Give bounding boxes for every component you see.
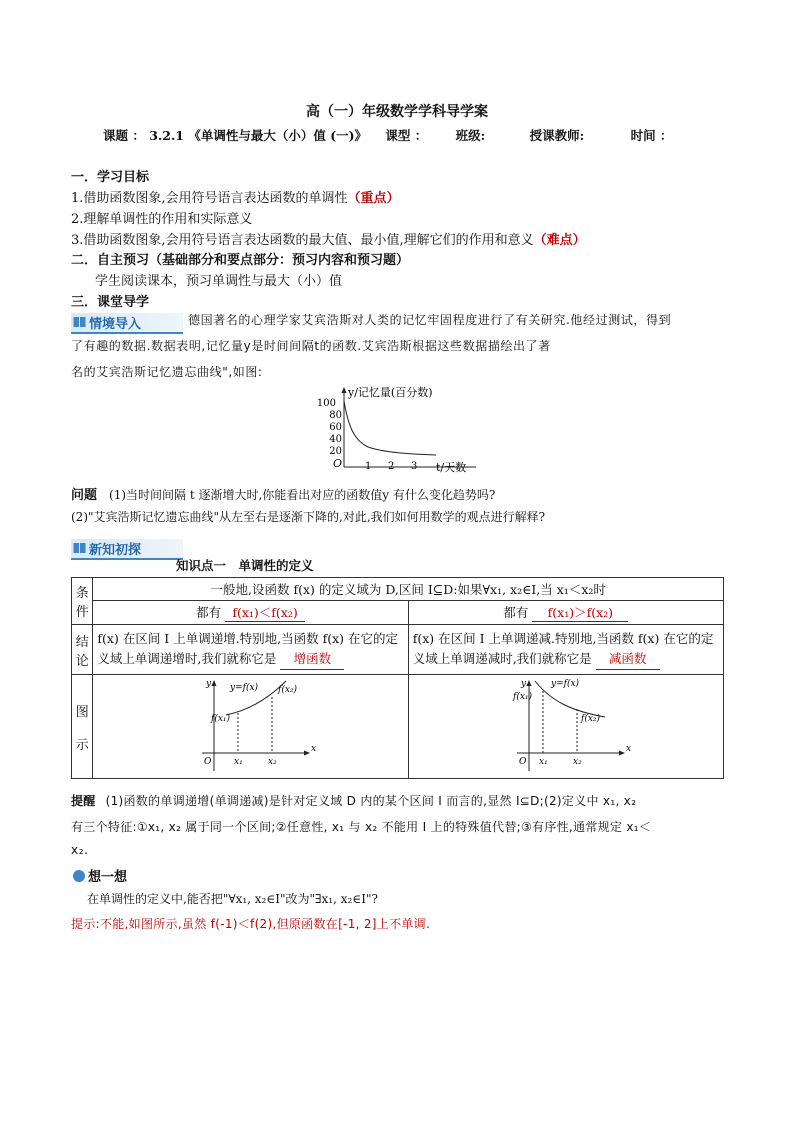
function-label: y=f(x) bbox=[229, 683, 258, 693]
y-label: y bbox=[205, 679, 211, 689]
intro-line-3: 名的艾宾浩斯记忆遗忘曲线",如图: bbox=[71, 365, 263, 379]
increasing-condition bbox=[93, 601, 408, 625]
think-heading-label: 想一想 bbox=[88, 870, 128, 885]
reminder-line-2: 有三个特征:①x₁, x₂ 属于同一个区间;②任意性, x₁ 与 x₂ 不能用 I 上的特殊值代替;③有序性,通常规定 x₁＜ bbox=[71, 820, 652, 834]
origin-label: O bbox=[518, 757, 527, 767]
origin-label: O bbox=[333, 457, 343, 470]
fx2-label: f(x₂) bbox=[277, 685, 297, 695]
x-axis-label: t/天数 bbox=[436, 461, 467, 474]
monotonicity-definition-table bbox=[71, 577, 724, 779]
x-axis-arrow bbox=[619, 751, 625, 756]
decreasing-function-graph bbox=[501, 675, 631, 775]
x1-label: x₁ bbox=[233, 757, 243, 767]
y-tick: 80 bbox=[329, 410, 342, 421]
y-axis-arrow bbox=[526, 680, 531, 686]
knowledge-point-title: 知识点一 单调性的定义 bbox=[176, 558, 314, 573]
reminder-line-3: x₂. bbox=[71, 843, 89, 857]
decreasing-conclusion bbox=[408, 625, 723, 675]
topic: 课题 ： 3.2.1 《单调性与最大（小）值 (一)》 bbox=[103, 128, 368, 143]
y-axis-arrow bbox=[211, 680, 216, 686]
reminder-line-1 bbox=[71, 792, 636, 809]
x-label: x bbox=[625, 744, 631, 754]
increasing-function-graph bbox=[186, 675, 316, 775]
section1-heading: 一．学习目标 bbox=[71, 170, 150, 185]
forgetting-curve-chart bbox=[316, 383, 486, 475]
think-question: 在单调性的定义中,能否把"∀x₁, x₂∈I"改为"∃x₁, x₂∈I"? bbox=[87, 892, 378, 906]
x-tick: 2 bbox=[388, 461, 395, 472]
fx2-label: f(x₂) bbox=[580, 714, 600, 724]
x-axis-arrow bbox=[304, 751, 310, 756]
x2-label: x₂ bbox=[572, 757, 582, 767]
intro-line-1: 德国著名的心理学家艾宾浩斯对人类的记忆牢固程度进行了有关研究.他经过测试，得到 bbox=[188, 313, 672, 327]
y-tick: 100 bbox=[316, 398, 336, 409]
increasing-function-answer: 增函数 bbox=[280, 649, 344, 670]
intro-line-2: 了有趣的数据.数据表明,记忆量y是时间间隔t的函数.艾宾浩斯根据这些数据描绘出了著 bbox=[71, 339, 551, 353]
time-field: 时间 ： bbox=[630, 128, 673, 143]
question-label: 问题 bbox=[71, 488, 98, 503]
figure-label-char: 示 bbox=[75, 737, 89, 753]
goal-2: 2.理解单调性的作用和实际意义 bbox=[71, 212, 253, 227]
condition-label-char: 条 bbox=[75, 586, 89, 601]
increasing-conclusion-text: f(x) 在区间 I 上单调递增.特别地,当函数 f(x) 在它的定义域上单调递增时,我们就称它是 bbox=[97, 631, 399, 666]
situation-badge-label: 情境导入 bbox=[89, 317, 142, 332]
all-have-label: 都有 bbox=[196, 605, 222, 620]
increasing-inequality: f(x₁)＜f(x₂) bbox=[225, 603, 305, 622]
goal-1-text: 1.借助函数图象,会用符号语言表达函数的单调性 bbox=[71, 191, 348, 206]
header-info bbox=[103, 126, 686, 144]
lesson-type: 课型 ： bbox=[385, 128, 428, 143]
origin-label: O bbox=[203, 757, 211, 767]
section3-heading: 三．课堂导学 bbox=[71, 295, 150, 310]
teacher-field: 授课教师: bbox=[529, 128, 585, 143]
y-tick: 20 bbox=[329, 446, 342, 457]
class-field: 班级: bbox=[455, 128, 486, 143]
section2-heading: 二．自主预习（基础部分和要点部分：预习内容和预习题） bbox=[71, 253, 410, 268]
goal-3-text: 3.借助函数图象,会用符号语言表达函数的最大值、最小值,理解它们的作用和意义 bbox=[71, 233, 534, 248]
book-icon bbox=[73, 316, 86, 328]
goal-3 bbox=[71, 229, 586, 248]
x-label: x bbox=[310, 744, 316, 754]
question-1 bbox=[71, 484, 495, 503]
conclusion-label-char: 结 bbox=[75, 634, 89, 650]
condition-text: 一般地,设函数 f(x) 的定义域为 D,区间 I⊆D:如果∀x₁, x₂∈I,当 x₁＜x₂时 bbox=[93, 578, 724, 601]
x-tick: 3 bbox=[411, 461, 418, 472]
think-hint: 提示:不能,如图所示,虽然 f(-1)＜f(2),但原函数在[-1, 2]上不单调. bbox=[71, 917, 431, 931]
condition-label bbox=[72, 578, 93, 625]
situation-badge bbox=[71, 313, 183, 334]
y-axis-label: y/记忆量(百分数) bbox=[348, 386, 433, 399]
y-label: y bbox=[520, 679, 526, 689]
figure-label-char: 图 bbox=[75, 704, 89, 720]
thinking-icon bbox=[73, 870, 85, 882]
fx1-label: f(x₁) bbox=[210, 714, 230, 724]
x1-label: x₁ bbox=[538, 757, 548, 767]
think-heading bbox=[73, 866, 127, 885]
condition-label-char: 件 bbox=[75, 605, 89, 620]
function-label: y=f(x) bbox=[550, 679, 579, 689]
y-tick: 60 bbox=[329, 422, 342, 433]
increasing-conclusion bbox=[93, 625, 408, 675]
x2-label: x₂ bbox=[267, 757, 277, 767]
y-tick: 40 bbox=[329, 434, 342, 445]
goal-1 bbox=[71, 187, 400, 206]
section2-text: 学生阅读课本，预习单调性与最大（小）值 bbox=[95, 274, 343, 289]
figure-label bbox=[72, 675, 93, 779]
book-icon bbox=[73, 542, 86, 554]
new-knowledge-badge-label: 新知初探 bbox=[89, 543, 142, 558]
reminder-line-1-text: (1)函数的单调递增(单调递减)是针对定义域 D 内的某个区间 I 而言的,显然 I⊆D;(2)定义中 x₁, x₂ bbox=[105, 794, 637, 808]
forgetting-curve bbox=[344, 401, 436, 455]
reminder-label: 提醒 bbox=[71, 794, 96, 808]
difficult-point-tag: （难点） bbox=[533, 233, 586, 248]
conclusion-label bbox=[72, 625, 93, 675]
key-point-tag: （重点） bbox=[347, 191, 400, 206]
decreasing-figure-cell bbox=[408, 675, 723, 779]
conclusion-label-char: 论 bbox=[75, 653, 89, 669]
y-axis-arrow bbox=[342, 387, 347, 393]
question-1-text: (1)当时间间隔 t 逐渐增大时,你能看出对应的函数值y 有什么变化趋势吗? bbox=[109, 488, 496, 502]
page-title: 高（一）年级数学学科导学案 bbox=[306, 104, 488, 120]
all-have-label: 都有 bbox=[503, 605, 529, 620]
fx1-label: f(x₁) bbox=[512, 692, 532, 702]
new-knowledge-badge bbox=[71, 539, 183, 560]
x-tick: 1 bbox=[365, 461, 372, 472]
decreasing-function-answer: 减函数 bbox=[596, 649, 660, 670]
increasing-figure-cell bbox=[93, 675, 408, 779]
decreasing-condition bbox=[408, 601, 723, 625]
decreasing-inequality: f(x₁)＞f(x₂) bbox=[532, 603, 628, 622]
question-2: (2)"艾宾浩斯记忆遗忘曲线"从左至右是逐渐下降的,对此,我们如何用数学的观点进行解释? bbox=[71, 510, 546, 524]
decreasing-conclusion-text: f(x) 在区间 I 上单调递减.特别地,当函数 f(x) 在它的定义域上单调递减时,我们就称它是 bbox=[412, 631, 714, 666]
